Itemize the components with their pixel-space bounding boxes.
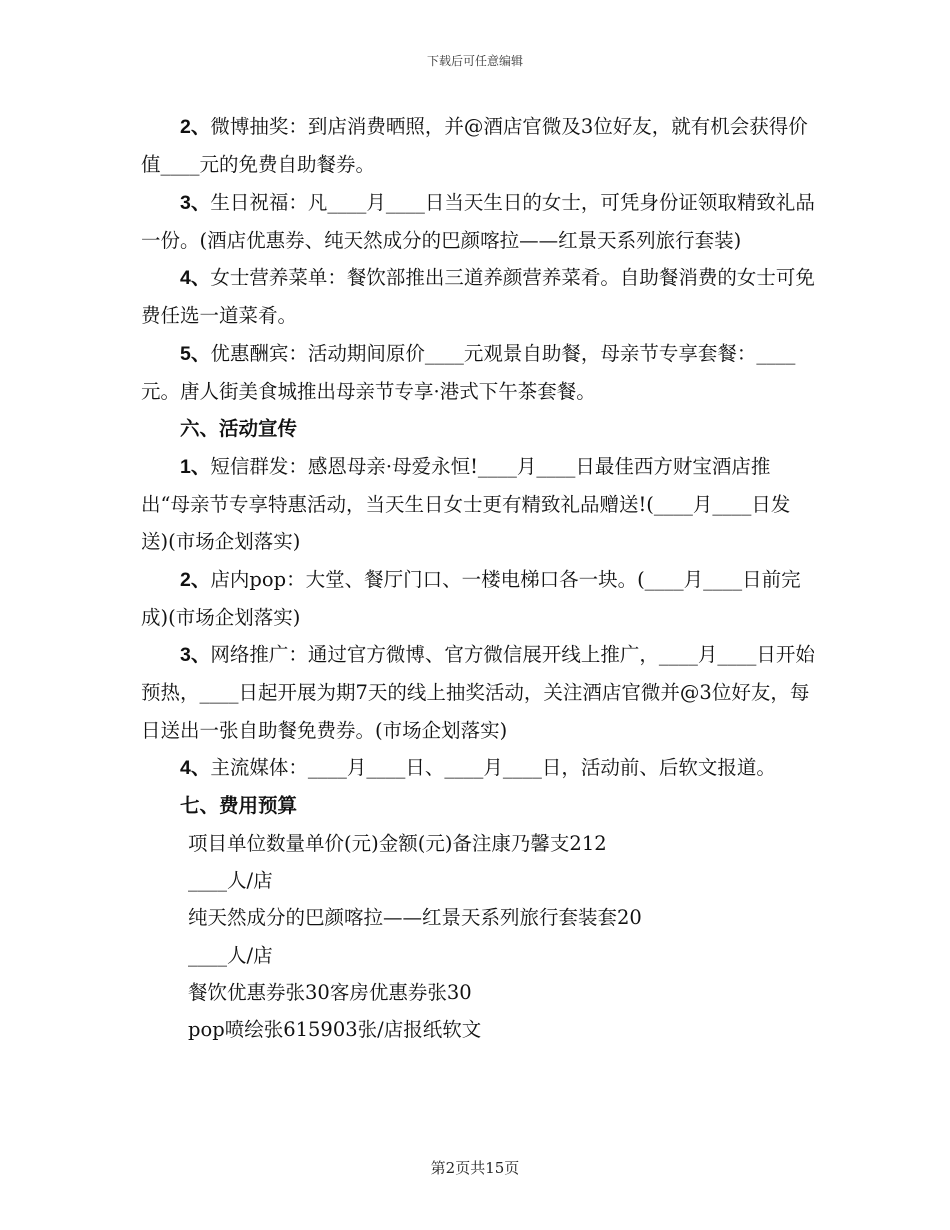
item-text: ____月____日、____月____日，活动前、后软文报道。 bbox=[307, 756, 776, 780]
item-text: 感恩母亲·母爱永恒!____月____日最佳西方财宝酒店推出“母亲节专享特惠活动，当天生日女士更有精致礼品赠送!(____月____日发送)(市场企划落实) bbox=[141, 454, 791, 554]
item-number: 3、 bbox=[180, 191, 211, 214]
budget-line: ____人/店 bbox=[188, 868, 273, 892]
budget-line: 纯天然成分的巴颜喀拉——红景天系列旅行套装套20 bbox=[188, 906, 642, 930]
document-body bbox=[141, 108, 816, 1048]
item-text: 活动期间原价____元观景自助餐，母亲节专享套餐：____元。唐人街美食城推出母亲节专享·港式下午茶套餐。 bbox=[141, 341, 796, 404]
list-item bbox=[141, 259, 816, 335]
budget-line: 项目单位数量单价(元)金额(元)备注康乃馨支212 bbox=[188, 831, 607, 855]
item-number: 1、 bbox=[180, 455, 211, 478]
item-label: 微博抽奖： bbox=[210, 115, 308, 138]
item-number: 4、 bbox=[180, 757, 211, 780]
list-item bbox=[141, 561, 816, 637]
list-item bbox=[141, 335, 816, 411]
section-heading: 七、费用预算 bbox=[180, 794, 298, 818]
list-item bbox=[141, 636, 816, 749]
list-item bbox=[141, 749, 816, 787]
budget-line: ____人/店 bbox=[188, 943, 273, 967]
item-label: 主流媒体： bbox=[210, 756, 308, 780]
budget-line: pop喷绘张615903张/店报纸软文 bbox=[188, 1018, 482, 1042]
item-label: 生日祝福： bbox=[210, 190, 308, 214]
item-label: 优惠酬宾： bbox=[210, 341, 308, 365]
item-number: 2、 bbox=[180, 116, 211, 138]
budget-line: 餐饮优惠券张30客房优惠券张30 bbox=[188, 980, 472, 1004]
item-text: 大堂、餐厅门口、一楼电梯口各一块。(____月____日前完成)(市场企划落实) bbox=[141, 567, 801, 629]
section-heading: 六、活动宣传 bbox=[180, 417, 298, 441]
list-item bbox=[141, 448, 816, 561]
item-number: 2、 bbox=[180, 568, 211, 591]
page-header: 下载后可任意编辑 bbox=[426, 54, 523, 68]
page-footer: 第2页共15页 bbox=[430, 1159, 520, 1177]
item-label: 短信群发： bbox=[210, 454, 308, 478]
item-label: 网络推广： bbox=[210, 643, 308, 667]
item-number: 5、 bbox=[180, 342, 211, 365]
item-text: 凡____月____日当天生日的女士，可凭身份证领取精致礼品一份。(酒店优惠券、纯天然成分的巴颜喀拉——红景天系列旅行套装) bbox=[141, 190, 815, 252]
list-item bbox=[141, 184, 816, 260]
item-label: 女士营养菜单： bbox=[210, 266, 347, 290]
item-text: 通过官方微博、官方微信展开线上推广，____月____日开始预热，____日起开展为期7天的线上抽奖活动，关注酒店官微并@3位好友，每日送出一张自助餐免费券。(市场企划落实) bbox=[141, 643, 815, 742]
item-number: 3、 bbox=[180, 644, 211, 667]
item-text: 餐饮部推出三道养颜营养菜肴。自助餐消费的女士可免费任选一道菜肴。 bbox=[141, 266, 815, 328]
item-label: 店内pop： bbox=[210, 567, 306, 591]
list-item bbox=[141, 108, 816, 184]
item-number: 4、 bbox=[180, 267, 211, 290]
item-text: 到店消费晒照，并@酒店官微及3位好友，就有机会获得价值____元的免费自助餐券。 bbox=[141, 115, 808, 177]
